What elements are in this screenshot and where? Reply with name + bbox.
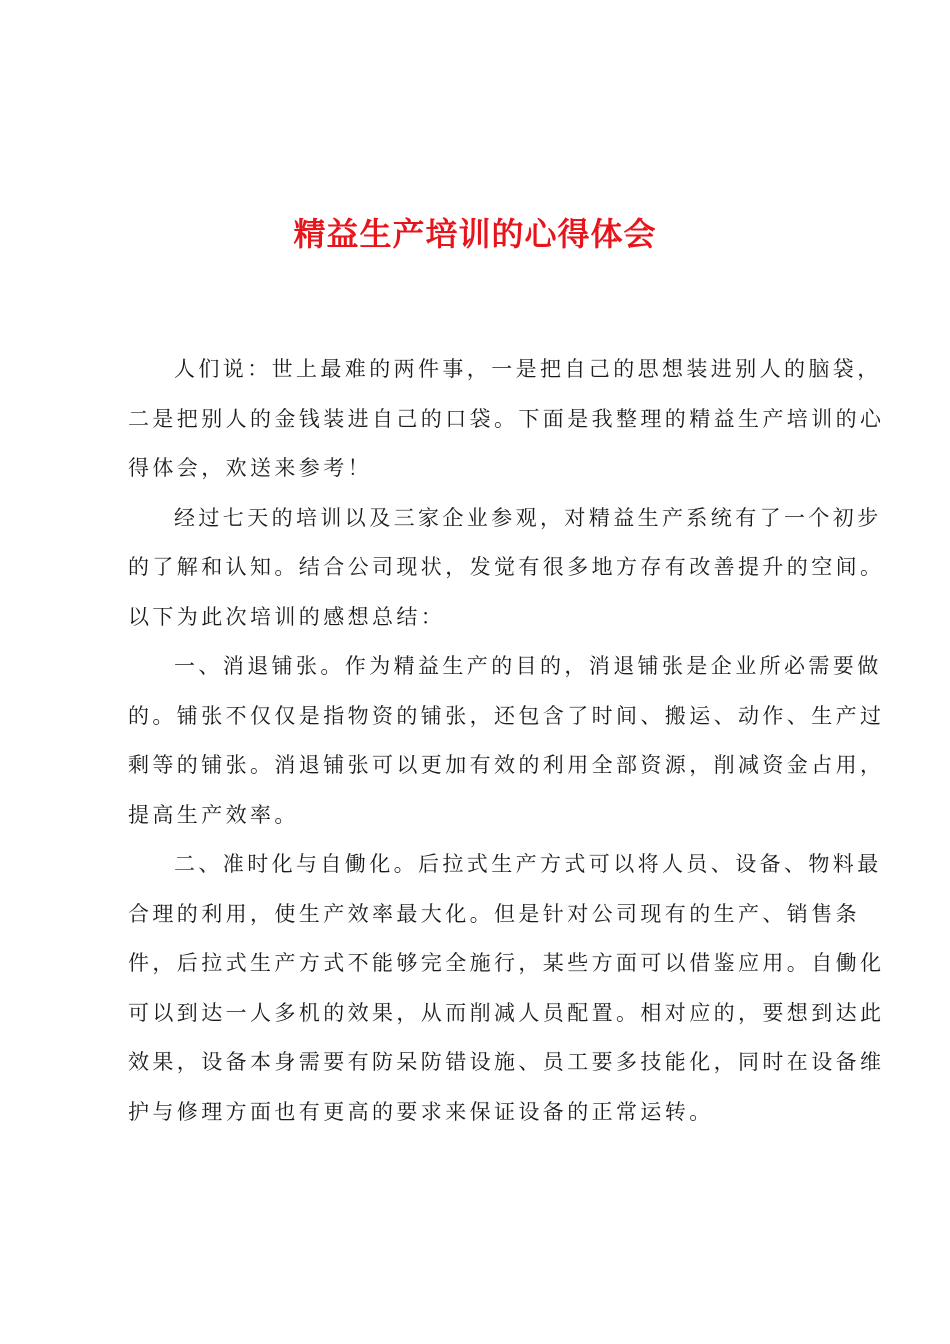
paragraph-line: 经过七天的培训以及三家企业参观，对精益生产系统有了一个初步 <box>174 505 882 530</box>
paragraph-overview <box>128 494 885 643</box>
paragraph-line: 提高生产效率。 <box>128 802 299 827</box>
paragraph-line: 二是把别人的金钱装进自己的口袋。下面是我整理的精益生产培训的心 <box>128 406 885 431</box>
paragraph-line: 剩等的铺张。消退铺张可以更加有效的利用全部资源，削减资金占用， <box>128 753 885 777</box>
paragraph-line: 以下为此次培训的感想总结： <box>128 604 446 629</box>
paragraph-line: 人们说：世上最难的两件事，一是把自己的思想装进别人的脑袋， <box>174 357 882 381</box>
document-body <box>128 345 885 1137</box>
paragraph-point-two <box>128 840 885 1137</box>
paragraph-line: 效果，设备本身需要有防呆防错设施、员工要多技能化，同时在设备维 <box>128 1050 885 1074</box>
paragraph-line: 护与修理方面也有更高的要求来保证设备的正常运转。 <box>128 1099 714 1124</box>
paragraph-line: 可以到达一人多机的效果，从而削减人员配置。相对应的，要想到达此 <box>128 1000 885 1025</box>
paragraph-intro <box>128 345 885 494</box>
paragraph-point-one <box>128 642 885 840</box>
paragraph-line: 合理的利用，使生产效率最大化。但是针对公司现有的生产、销售条 <box>128 901 860 926</box>
paragraph-line: 的。铺张不仅仅是指物资的铺张，还包含了时间、搬运、动作、生产过 <box>128 703 885 728</box>
paragraph-line: 件，后拉式生产方式不能够完全施行，某些方面可以借鉴应用。自働化 <box>128 951 885 975</box>
paragraph-line: 一、消退铺张。作为精益生产的目的，消退铺张是企业所必需要做 <box>174 654 882 678</box>
paragraph-line: 二、准时化与自働化。后拉式生产方式可以将人员、设备、物料最 <box>174 852 882 876</box>
paragraph-line: 的了解和认知。结合公司现状，发觉有很多地方存有改善提升的空间。 <box>128 555 885 579</box>
document-title: 精益生产培训的心得体会 <box>293 215 657 253</box>
paragraph-line: 得体会，欢送来参考！ <box>128 456 372 480</box>
